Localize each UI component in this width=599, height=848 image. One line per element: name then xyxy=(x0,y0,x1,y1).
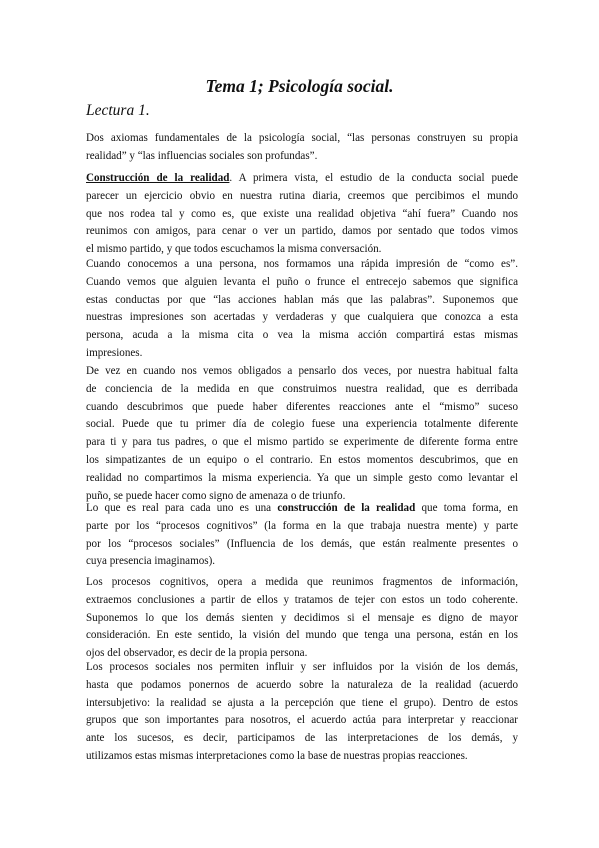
text-line: cuando descubrimos que puede haber diferentes reacciones ante el “mismo” suceso xyxy=(86,400,518,413)
text-line: estas conductas por que “las acciones hablan más que las palabras”. Suponemos que xyxy=(86,293,518,306)
text-line: Dos axiomas fundamentales de la psicología social, “las personas construyen su propia xyxy=(86,132,518,144)
text-line: hasta que podamos ponernos de acuerdo sobre la naturaleza de la realidad (acuerdo xyxy=(86,678,518,691)
text-line: reunimos con amigos, para cenar o ver un partido, damos por sentado que todos vimos xyxy=(86,225,518,238)
text-line: que nos rodea tal y como es, que existe una realidad objetiva “ahí fuera” Cuando nos xyxy=(86,207,518,220)
text-line: realidad no compartimos la misma experiencia. Ya que un simple gesto como levantar el xyxy=(86,471,518,484)
paragraph-construccion xyxy=(86,170,518,259)
text-line: por los “procesos sociales” (Influencia de los demás, que están realmente presentes o xyxy=(86,537,518,550)
text-line: cuya presencia imaginamos). xyxy=(86,555,216,568)
text-line: Los procesos sociales nos permiten influir y ser influidos por la visión de los demás, xyxy=(86,661,518,673)
text-line: utilizamos estas mismas interpretaciones como la base de nuestras propias reacciones. xyxy=(86,749,468,762)
text-run: Lo que es real para cada uno es una xyxy=(86,502,278,514)
text-line: el mismo partido, y que todos escuchamos la misma conversación. xyxy=(86,243,382,256)
text-line: nuestras impresiones son acertadas y verdaderas y que cualquiera que conozca a esta xyxy=(86,311,518,324)
text-line xyxy=(86,170,518,188)
text-line: Los procesos cognitivos, opera a medida que reunimos fragmentos de información, xyxy=(86,576,518,588)
text-line: social. Puede que tu primer día de colegio fuese una experiencia totalmente diferente xyxy=(86,418,518,431)
text-line: ante los sucesos, es decir, participamos de las interpretaciones de los demás, y xyxy=(86,732,518,745)
section-heading: Construcción de la realidad xyxy=(86,172,230,184)
text-line: parecer un ejercicio obvio en nuestra rutina diaria, creemos que percibimos el mundo xyxy=(86,189,518,202)
text-line: impresiones. xyxy=(86,346,143,359)
paragraph-reconsiderar xyxy=(86,363,518,505)
text-line: realidad” y “las influencias sociales son profundas”. xyxy=(86,149,318,162)
text-line: grupos que son importantes para nosotros, el acuerdo actúa para interpretar y reaccionar xyxy=(86,714,518,727)
text-line: Cuando vemos que alguien levanta el puño o frunce el entrecejo sabemos que significa xyxy=(86,275,518,288)
text-line: intersubjetivo: la realidad se ajusta a la percepción que tiene el grupo). Dentro de estos xyxy=(86,696,518,709)
paragraph-procesos-cognitivos xyxy=(86,574,518,663)
text-line: extraemos conclusiones a partir de ellos y tratamos de tejer con estos un todo coherente. xyxy=(86,593,518,606)
text-line: Suponemos lo que los demás sienten y decidimos si el mensaje es digno de mayor xyxy=(86,611,518,624)
text-line: persona, acuda a la misma cita o vea la misma acción compartirá estas mismas xyxy=(86,329,518,342)
text-line: de conciencia de la medida en que construimos nuestra realidad, que es derribada xyxy=(86,382,518,395)
text-line: ojos del observador, es decir de la propia persona. xyxy=(86,647,308,660)
text-run: que toma forma, en xyxy=(415,502,519,514)
bold-term: construcción de la realidad xyxy=(277,502,416,514)
text-line: Cuando conocemos a una persona, nos formamos una rápida impresión de “como es”. xyxy=(86,258,518,270)
paragraph-impresiones xyxy=(86,256,518,363)
text-line: para ti y para tus padres, o que el mismo partido se experimente de diferente forma entre xyxy=(86,436,518,449)
text-line: De vez en cuando nos vemos obligados a pensarlo dos veces, por nuestra habitual falta xyxy=(86,365,518,377)
text-run: . A primera vista, el estudio de la conducta social puede xyxy=(229,172,518,184)
page-title: Tema 1; Psicología social. xyxy=(205,76,394,96)
paragraph-construccion-realidad xyxy=(86,500,518,571)
paragraph-axiomas xyxy=(86,130,518,166)
section-subtitle: Lectura 1. xyxy=(86,102,150,119)
text-line: consideración. En este sentido, la visión del mundo que tenga una persona, están en los xyxy=(86,629,518,642)
text-line: parte por los “procesos cognitivos” (la forma en la que trabaja nuestra mente) y parte xyxy=(86,519,518,532)
paragraph-procesos-sociales xyxy=(86,659,518,766)
text-line: puño, se puede hacer como signo de amenaza o de triunfo. xyxy=(86,489,346,502)
text-line xyxy=(86,500,518,518)
text-line: los simpatizantes de un equipo o el contrario. En estos momentos descubrimos, que en xyxy=(86,453,518,466)
